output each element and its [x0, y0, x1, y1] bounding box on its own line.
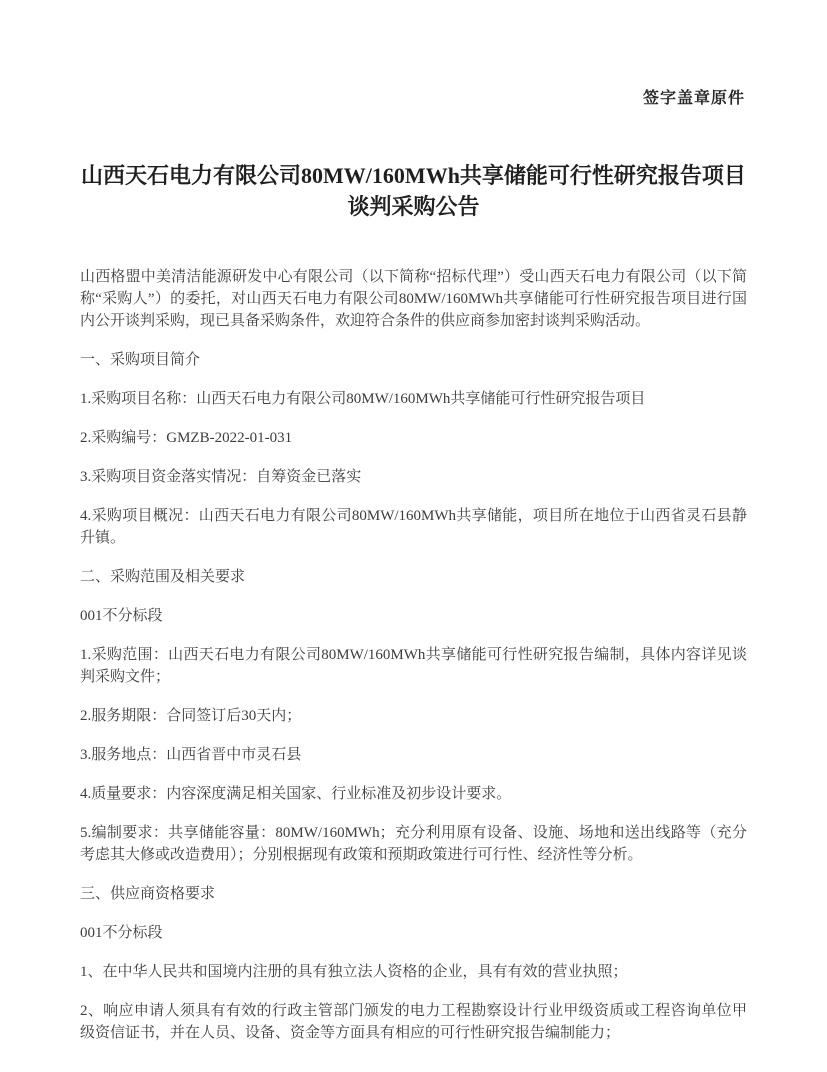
page-title: [80, 160, 747, 222]
item-procurement-scope: 1.采购范围：山西天石电力有限公司80MW/160MWh共享储能可行性研究报告编制，具体内容详见谈判采购文件；: [80, 647, 747, 685]
item-project-name: 1.采购项目名称：山西天石电力有限公司80MW/160MWh共享储能可行性研究报告项目: [80, 391, 646, 407]
section-heading-3: 三、供应商资格要求: [80, 886, 216, 902]
section-heading-1: 一、采购项目简介: [80, 352, 201, 368]
document-body: [80, 266, 747, 1044]
section-heading-2: 二、采购范围及相关要求: [80, 569, 246, 585]
intro-paragraph: 山西格盟中美清洁能源研发中心有限公司（以下简称“招标代理”）受山西天石电力有限公司（以下简称“采购人”）的委托，对山西天石电力有限公司80MW/160MWh共享储能可行性研究报告项目进行国内公开谈判采购，现已具备采购条件，欢迎符合条件的供应商参加密封谈判采购活动。: [80, 269, 747, 329]
item-compilation-requirements: 5.编制要求：共享储能容量：80MW/160MWh；充分利用原有设备、设施、场地和送出线路等（充分考虑其大修或改造费用）；分别根据现有政策和预期政策进行可行性、经济性等分析。: [80, 825, 747, 863]
item-service-location: 3.服务地点：山西省晋中市灵石县: [80, 747, 302, 763]
item-service-period: 2.服务期限：合同签订后30天内；: [80, 708, 302, 724]
item-qualification-2: 2、响应申请人须具有有效的行政主管部门颁发的电力工程勘察设计行业甲级资质或工程咨询单位甲级资信证书，并在人员、设备、资金等方面具有相应的可行性研究报告编制能力；: [80, 1003, 747, 1041]
lot-label-1: 001不分标段: [80, 608, 163, 624]
item-project-overview: 4.采购项目概况：山西天石电力有限公司80MW/160MWh共享储能，项目所在地位于山西省灵石县静升镇。: [80, 508, 747, 546]
stamp-note: 签字盖章原件: [642, 90, 745, 107]
item-procurement-number: 2.采购编号：GMZB-2022-01-031: [80, 430, 293, 446]
page-title-line2: 谈判采购公告: [347, 194, 480, 219]
item-quality-requirements: 4.质量要求：内容深度满足相关国家、行业标准及初步设计要求。: [80, 786, 512, 802]
item-qualification-1: 1、在中华人民共和国境内注册的具有独立法人资格的企业，具有有效的营业执照；: [80, 964, 628, 980]
lot-label-2: 001不分标段: [80, 925, 163, 941]
page-title-line1: 山西天石电力有限公司80MW/160MWh共享储能可行性研究报告项目: [81, 163, 746, 188]
item-funding-status: 3.采购项目资金落实情况：自筹资金已落实: [80, 469, 362, 485]
